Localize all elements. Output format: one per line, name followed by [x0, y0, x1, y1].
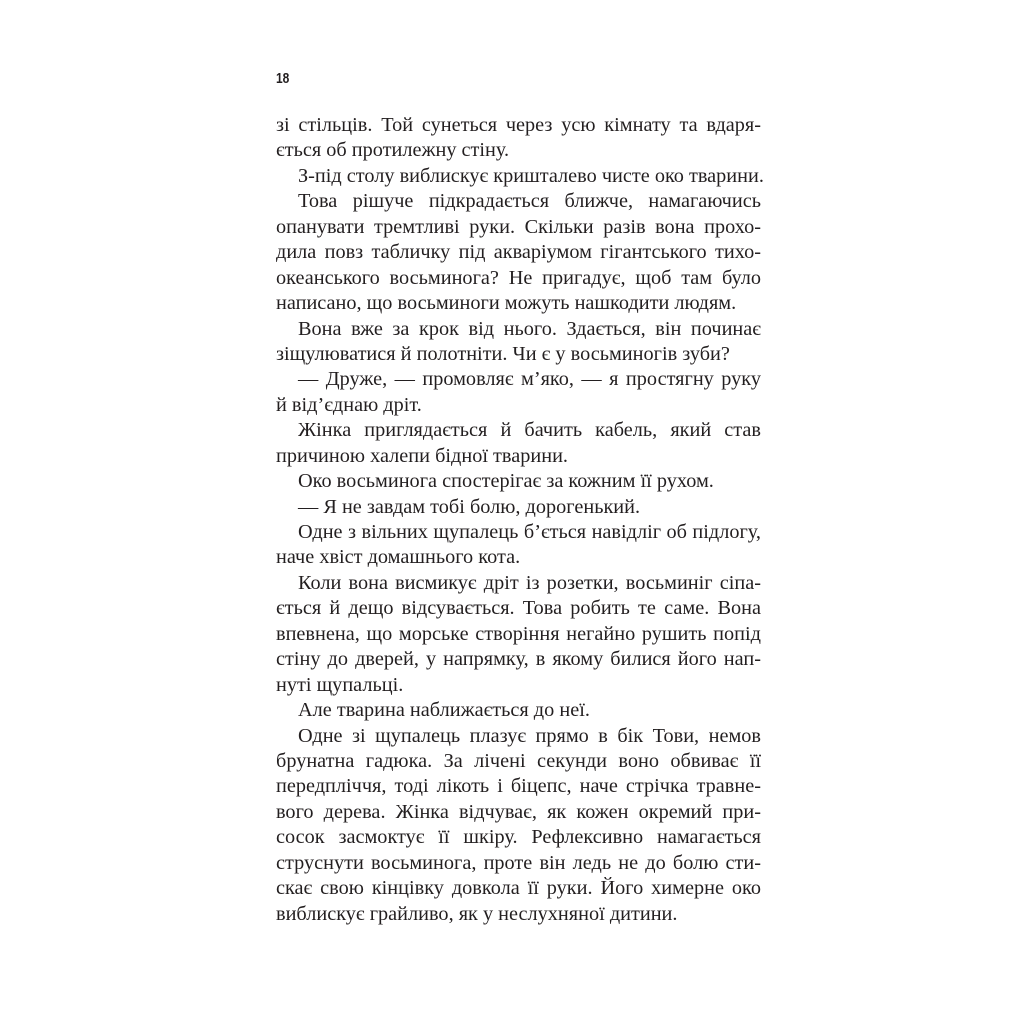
text-line: Жінка приглядається й бачить кабель, який став: [298, 419, 761, 442]
text-line: причиною халепи бідної тварини.: [276, 444, 568, 467]
text-line: Одне з вільних щупалець б’ється навідліг об підлогу,: [298, 521, 761, 543]
text-line: дила повз табличку під акваріумом гігантського тихо-: [276, 241, 761, 264]
text-line: й від’єднаю дріт.: [276, 393, 422, 416]
text-line: сосок засмоктує її шкіру. Рефлексивно намагається: [276, 826, 761, 849]
text-line: виблискує грайливо, як у неслухняної дитини.: [276, 902, 678, 925]
paragraph: [276, 367, 761, 418]
text-line: зіщулюватися й полотніти. Чи є у восьминогів зуби?: [276, 342, 730, 365]
text-line: наче хвіст домашнього кота.: [276, 546, 521, 569]
paragraph: [276, 469, 761, 494]
text-line: Око восьминога спостерігає за кожним її рухом.: [298, 470, 714, 493]
text-line: Але тварина наближається до неї.: [298, 699, 590, 722]
text-line: струснути восьминога, проте він ледь не до болю сти-: [276, 851, 761, 874]
text-line: Това рішуче підкрадається ближче, намагаючись: [298, 190, 761, 213]
text-line: опанувати тремтливі руки. Скільки разів вона прохо-: [276, 215, 761, 238]
text-line: нуті щупальці.: [276, 673, 404, 696]
text-line: ється об протилежну стіну.: [276, 139, 510, 162]
text-line: зі стільців. Той сунеться через усю кімнату та вдаря-: [276, 114, 761, 136]
text-line: впевнена, що морське створіння негайно рушить попід: [276, 622, 761, 645]
text-line: Одне зі щупалець плазує прямо в бік Тови, немов: [298, 724, 761, 747]
paragraph: [276, 418, 761, 469]
page-number: 18: [276, 70, 290, 87]
text-line: — Я не завдам тобі болю, дорогенький.: [298, 495, 641, 518]
text-line: Коли вона висмикує дріт із розетки, восьминіг сіпа-: [298, 571, 761, 594]
text-line: З-під столу виблискує кришталево чисте око тварини.: [298, 164, 764, 187]
paragraph: [276, 571, 761, 698]
paragraph: [276, 495, 761, 520]
paragraph: [276, 113, 761, 164]
text-line: написано, що восьминоги можуть нашкодити людям.: [276, 292, 737, 315]
text-line: передпліччя, тоді лікоть і біцепс, наче стрічка травне-: [276, 775, 761, 798]
paragraph: [276, 189, 761, 316]
text-line: — Друже, — промовляє м’яко, — я простягну руку: [298, 368, 761, 391]
text-line: Вона вже за крок від нього. Здається, він починає: [298, 317, 761, 340]
paragraph: [276, 698, 761, 723]
paragraph: [276, 520, 761, 571]
body-text: [276, 113, 764, 927]
paragraph: [276, 164, 764, 189]
text-line: вого дерева. Жінка відчуває, як кожен окремий при-: [276, 800, 761, 823]
text-line: брунатна гадюка. За лічені секунди воно обвиває її: [276, 749, 761, 772]
paragraph: [276, 724, 761, 928]
paragraph: [276, 317, 761, 368]
text-line: ється й дещо відсувається. Това робить те саме. Вона: [276, 597, 761, 620]
text-line: скає свою кінцівку довкола її руки. Його химерне око: [276, 877, 761, 900]
text-line: океанського восьминога? Не пригадує, щоб там було: [276, 266, 761, 289]
text-line: стіну до дверей, у напрямку, в якому билися його нап-: [276, 648, 761, 671]
